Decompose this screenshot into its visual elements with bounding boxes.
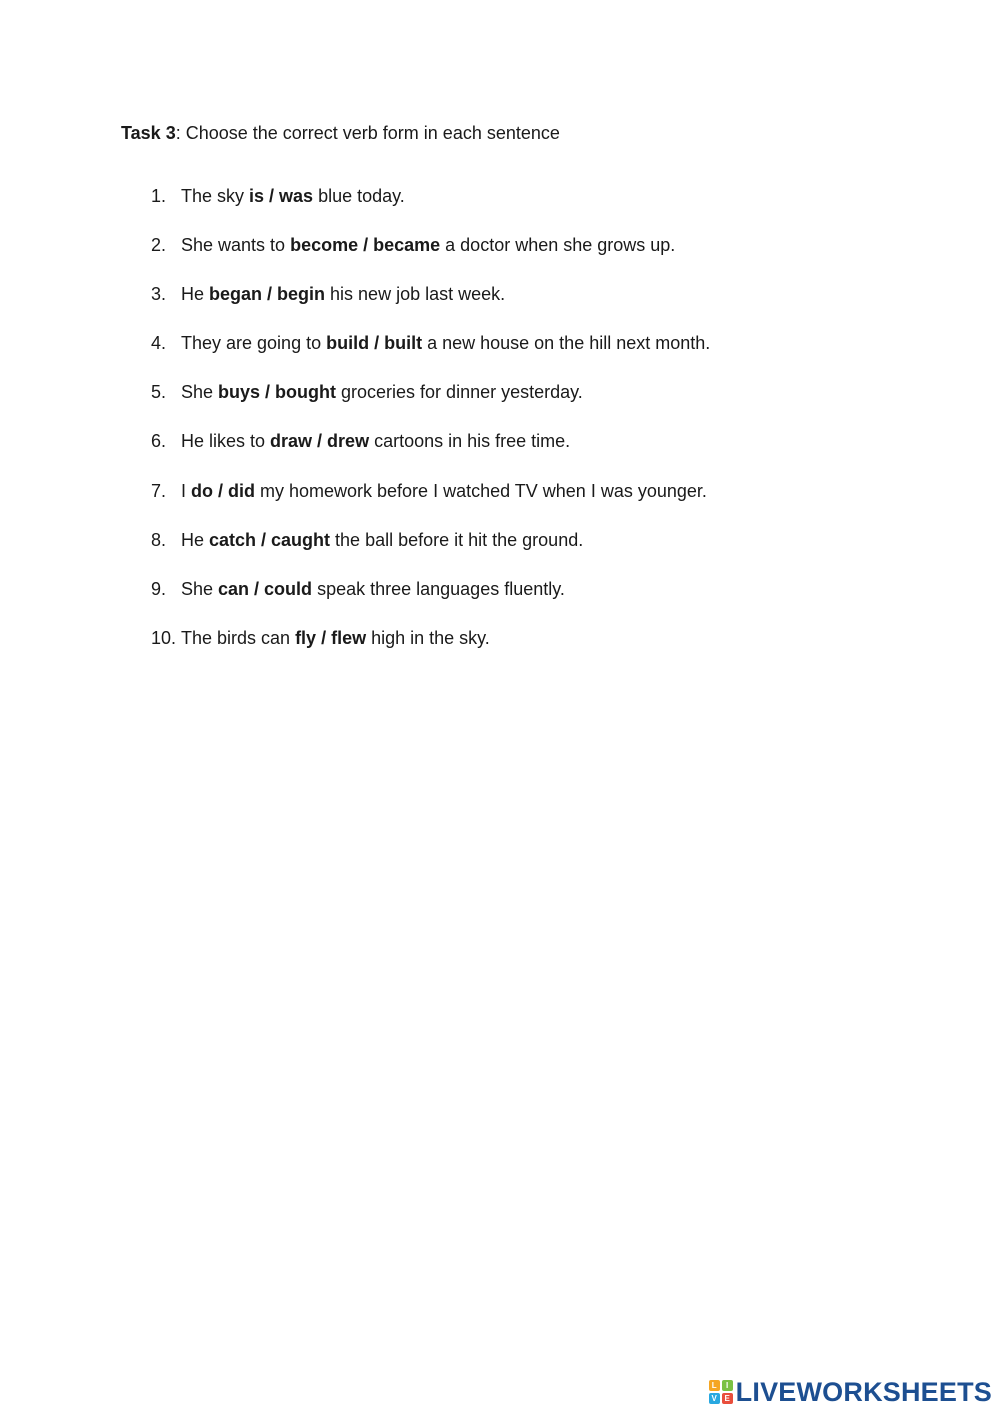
list-item xyxy=(0,184,1000,208)
item-sentence xyxy=(181,479,707,503)
verb-choice[interactable]: buys / bought xyxy=(218,382,337,402)
list-item xyxy=(0,282,1000,306)
logo-tile: I xyxy=(722,1380,733,1391)
sentence-text-after: his new job last week. xyxy=(325,284,506,304)
sentence-text-after: a new house on the hill next month. xyxy=(422,333,711,353)
item-number: 8. xyxy=(151,530,167,550)
verb-choice[interactable]: build / built xyxy=(326,333,423,353)
sentence-text-before: They are going to xyxy=(181,333,327,353)
item-number: 2. xyxy=(151,235,167,255)
list-item xyxy=(0,626,1000,650)
list-item xyxy=(0,429,1000,453)
list-item xyxy=(0,479,1000,503)
sentence-text-before: The sky xyxy=(181,186,250,206)
item-sentence xyxy=(181,626,490,650)
list-item xyxy=(0,331,1000,355)
sentence-text-after: blue today. xyxy=(313,186,405,206)
item-number: 3. xyxy=(151,284,167,304)
sentence-text-before: He xyxy=(181,284,210,304)
list-item xyxy=(0,380,1000,404)
logo-text: LIVEWORKSHEETS xyxy=(735,1377,992,1407)
sentence-text-after: high in the sky. xyxy=(366,628,490,648)
logo-tile: V xyxy=(709,1393,720,1404)
liveworksheets-logo[interactable] xyxy=(709,1377,992,1407)
sentence-text-before: He likes to xyxy=(181,431,271,451)
logo-tile: E xyxy=(722,1393,733,1404)
item-number: 7. xyxy=(151,481,167,501)
verb-choice[interactable]: do / did xyxy=(191,481,255,501)
sentence-text-after: a doctor when she grows up. xyxy=(440,235,676,255)
sentence-text-before: The birds can xyxy=(181,628,296,648)
verb-choice[interactable]: become / became xyxy=(290,235,441,255)
sentence-text-before: He xyxy=(181,530,210,550)
sentence-text-before: I xyxy=(181,481,192,501)
verb-choice[interactable]: draw / drew xyxy=(270,431,370,451)
logo-tile: L xyxy=(709,1380,720,1391)
sentence-text-before: She wants to xyxy=(181,235,291,255)
list-item xyxy=(0,577,1000,601)
item-sentence xyxy=(181,331,710,355)
item-number: 1. xyxy=(151,186,167,206)
verb-choice[interactable]: can / could xyxy=(218,579,313,599)
task-instruction: : Choose the correct verb form in each sentence xyxy=(175,123,560,143)
item-sentence xyxy=(181,577,565,601)
item-sentence xyxy=(181,429,570,453)
sentence-text-after: speak three languages fluently. xyxy=(312,579,565,599)
item-sentence xyxy=(181,282,505,306)
list-item xyxy=(0,233,1000,257)
item-sentence xyxy=(181,380,583,404)
list-item xyxy=(0,528,1000,552)
task-heading xyxy=(121,121,560,145)
verb-choice[interactable]: is / was xyxy=(249,186,314,206)
sentence-text-after: groceries for dinner yesterday. xyxy=(336,382,583,402)
item-number: 5. xyxy=(151,382,167,402)
sentence-text-before: She xyxy=(181,382,219,402)
sentence-text-after: my homework before I watched TV when I was younger. xyxy=(255,481,707,501)
verb-choice[interactable]: fly / flew xyxy=(295,628,367,648)
item-number: 4. xyxy=(151,333,167,353)
verb-choice[interactable]: catch / caught xyxy=(209,530,331,550)
verb-choice[interactable]: began / begin xyxy=(209,284,326,304)
sentence-text-before: She xyxy=(181,579,219,599)
item-number: 6. xyxy=(151,431,167,451)
logo-tiles-icon xyxy=(709,1380,733,1404)
item-number: 9. xyxy=(151,579,167,599)
item-number: 10. xyxy=(151,628,177,648)
sentence-text-after: cartoons in his free time. xyxy=(369,431,571,451)
sentence-text-after: the ball before it hit the ground. xyxy=(330,530,584,550)
item-sentence xyxy=(181,184,405,208)
item-sentence xyxy=(181,528,583,552)
task-label: Task 3 xyxy=(121,123,176,143)
item-sentence xyxy=(181,233,675,257)
